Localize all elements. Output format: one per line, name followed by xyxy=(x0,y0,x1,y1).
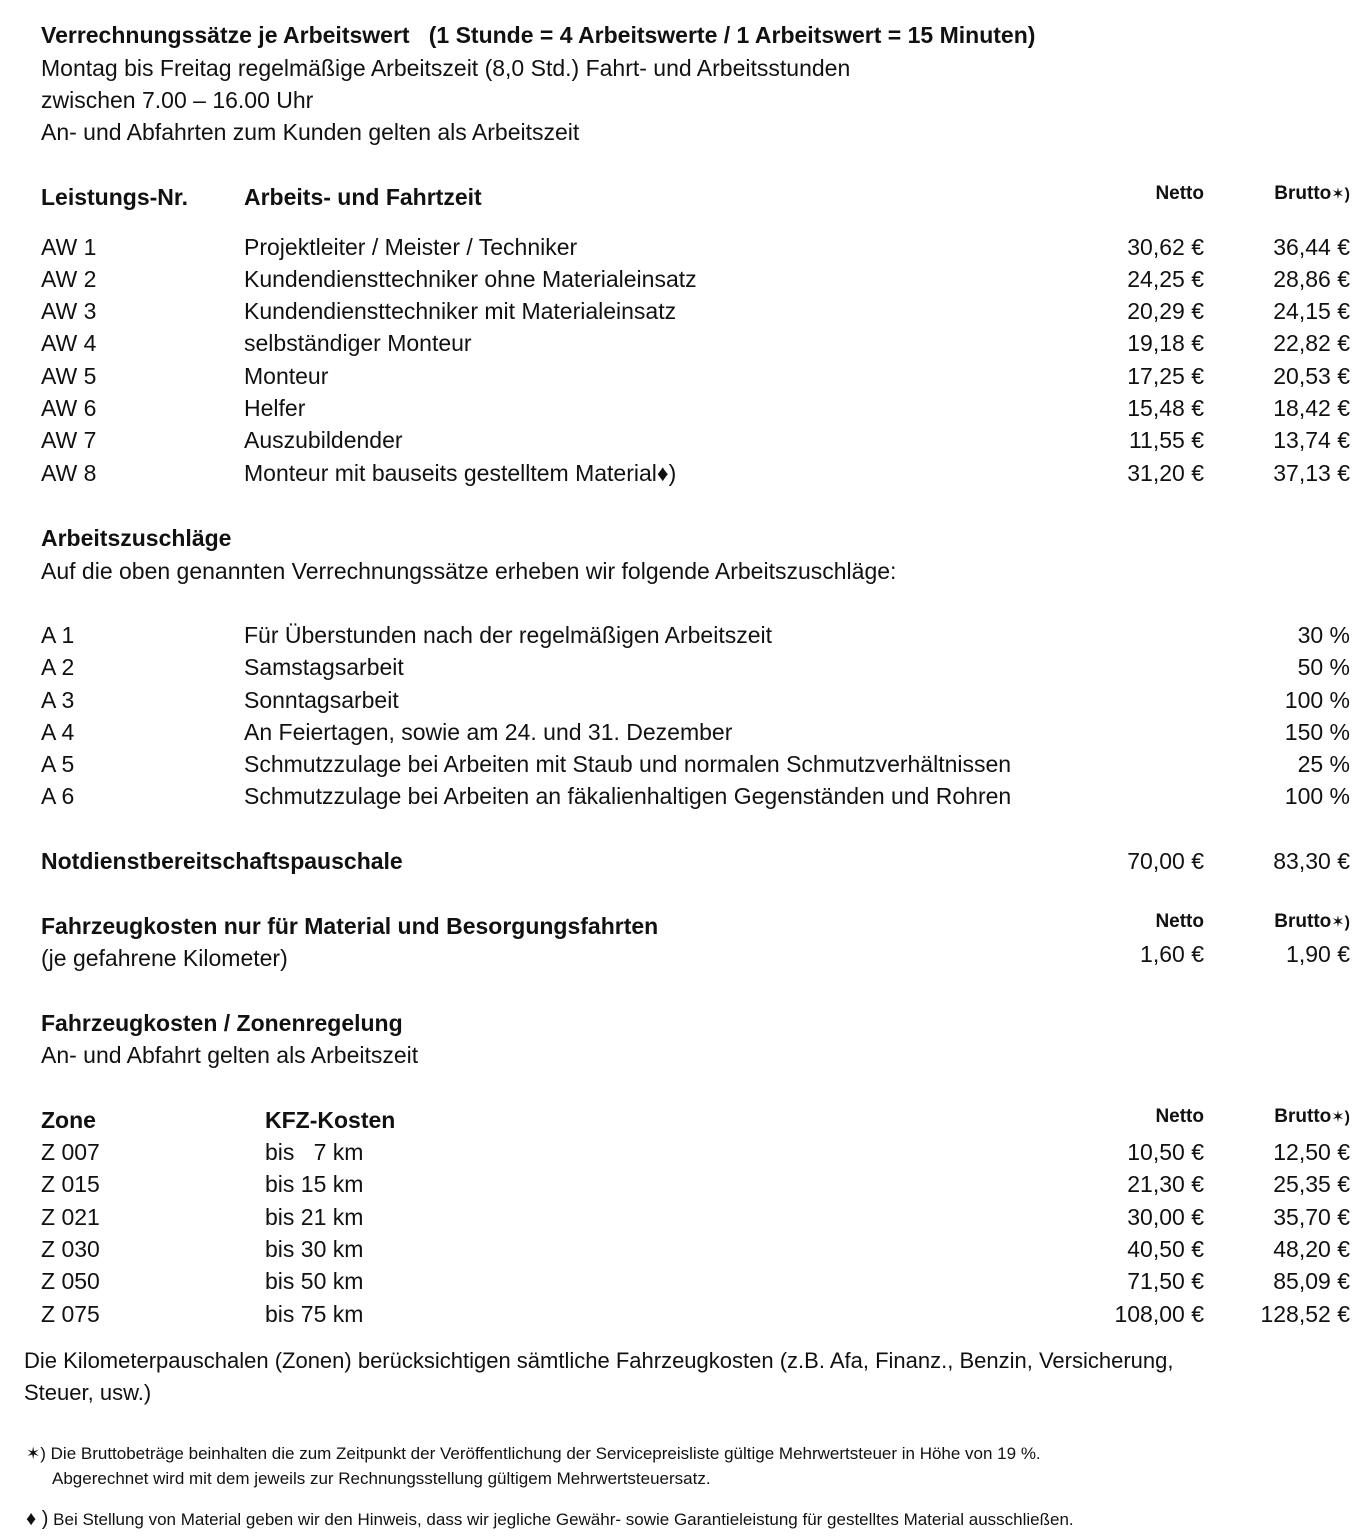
zuschlag-nr: A 5 xyxy=(41,751,75,777)
zuschlag-nr: A 1 xyxy=(41,622,75,648)
aw-brutto: 13,74 € xyxy=(1273,427,1350,453)
notdienst-netto: 70,00 € xyxy=(1127,848,1204,874)
notdienst-brutto: 83,30 € xyxy=(1273,848,1350,874)
aw-brutto: 20,53 € xyxy=(1273,363,1350,389)
zuschlag-desc: Für Überstunden nach der regelmäßigen Arbeitszeit xyxy=(244,622,773,648)
intro-line-1: Montag bis Freitag regelmäßige Arbeitszeit (8,0 Std.) Fahrt- und Arbeitsstunden xyxy=(41,55,851,81)
aw-desc: Auszubildender xyxy=(244,427,403,453)
col-header-kfz-kosten: KFZ-Kosten xyxy=(265,1107,396,1133)
footnote-star xyxy=(26,1442,1041,1466)
col-header-leistungs-nr: Leistungs-Nr. xyxy=(41,184,188,210)
col-header-netto: Netto xyxy=(1155,1106,1204,1127)
title-text: Verrechnungssätze je Arbeitswert xyxy=(41,22,410,48)
aw-brutto: 18,42 € xyxy=(1273,395,1350,421)
zuschlag-desc: An Feiertagen, sowie am 24. und 31. Dezember xyxy=(244,719,733,745)
aw-netto: 19,18 € xyxy=(1127,330,1204,356)
aw-brutto: 36,44 € xyxy=(1273,234,1350,260)
zone-code: Z 021 xyxy=(41,1204,100,1230)
aw-desc: Monteur xyxy=(244,363,329,389)
notdienst-label: Notdienstbereitschaftspauschale xyxy=(41,848,403,874)
aw-nr: AW 1 xyxy=(41,234,97,260)
zone-code: Z 015 xyxy=(41,1171,100,1197)
zuschlag-pct: 50 % xyxy=(1297,654,1350,680)
zuschlag-nr: A 6 xyxy=(41,783,75,809)
aw-netto: 24,25 € xyxy=(1127,266,1204,292)
zone-range: bis 75 km xyxy=(265,1301,364,1327)
footnote-star-line-1: Die Bruttobeträge beinhalten die zum Zeitpunkt der Veröffentlichung der Servicepreisliste gültige Mehrwertsteuer in Höhe von 19 %. xyxy=(50,1444,1041,1463)
zone-brutto: 128,52 € xyxy=(1260,1301,1350,1327)
zuschlag-pct: 150 % xyxy=(1284,719,1350,745)
pauschale-note-line-1: Die Kilometerpauschalen (Zonen) berücksichtigen sämtliche Fahrzeugkosten (z.B. Afa, Finanz., Benzin, Versicherung, xyxy=(24,1348,1174,1373)
pauschale-note-line-2: Steuer, usw.) xyxy=(24,1380,152,1405)
zuschlag-pct: 100 % xyxy=(1284,783,1350,809)
zone-brutto: 48,20 € xyxy=(1273,1236,1350,1262)
zuschlag-desc: Samstagsarbeit xyxy=(244,654,404,680)
zone-code: Z 075 xyxy=(41,1301,100,1327)
zone-range: bis 30 km xyxy=(265,1236,364,1262)
zone-range: bis 7 km xyxy=(265,1139,364,1165)
footnote-diamond-line: Bei Stellung von Material geben wir den Hinweis, dass wir jegliche Gewähr- sowie Garantieleistung für gestelltes Material ausschließen. xyxy=(53,1510,1074,1529)
brutto-star-mark: ✶) xyxy=(1331,186,1350,203)
aw-netto: 20,29 € xyxy=(1127,298,1204,324)
zuschlag-pct: 100 % xyxy=(1284,687,1350,713)
brutto-star-mark: ✶) xyxy=(1331,914,1350,931)
zuschlag-nr: A 4 xyxy=(41,719,75,745)
zone-range: bis 21 km xyxy=(265,1204,364,1230)
zone-netto: 108,00 € xyxy=(1114,1301,1204,1327)
zuschlaege-title: Arbeitszuschläge xyxy=(41,525,232,551)
col-header-netto: Netto xyxy=(1155,911,1204,932)
zone-brutto: 25,35 € xyxy=(1273,1171,1350,1197)
footnote-star-line-2: Abgerechnet wird mit dem jeweils zur Rechnungsstellung gültigem Mehrwertsteuersatz. xyxy=(52,1469,711,1488)
aw-desc: Kundendiensttechniker mit Materialeinsatz xyxy=(244,298,677,324)
zuschlag-pct: 30 % xyxy=(1297,622,1350,648)
zone-netto: 40,50 € xyxy=(1127,1236,1204,1262)
zonen-sub: An- und Abfahrt gelten als Arbeitszeit xyxy=(41,1042,419,1068)
zuschlag-nr: A 2 xyxy=(41,654,75,680)
zone-brutto: 12,50 € xyxy=(1273,1139,1350,1165)
aw-nr: AW 8 xyxy=(41,460,97,486)
aw-desc: Kundendiensttechniker ohne Materialeinsatz xyxy=(244,266,697,292)
intro-line-2: zwischen 7.00 – 16.00 Uhr xyxy=(41,87,314,113)
star-mark: ✶) xyxy=(26,1444,46,1463)
brutto-label: Brutto xyxy=(1274,183,1332,204)
aw-nr: AW 6 xyxy=(41,395,97,421)
zone-range: bis 15 km xyxy=(265,1171,364,1197)
aw-nr: AW 3 xyxy=(41,298,97,324)
aw-brutto: 22,82 € xyxy=(1273,330,1350,356)
zone-code: Z 030 xyxy=(41,1236,100,1262)
zuschlag-desc: Sonntagsarbeit xyxy=(244,687,399,713)
col-header-brutto xyxy=(1180,911,1350,933)
aw-brutto: 28,86 € xyxy=(1273,266,1350,292)
zone-code: Z 007 xyxy=(41,1139,100,1165)
zuschlag-nr: A 3 xyxy=(41,687,75,713)
aw-desc: Helfer xyxy=(244,395,306,421)
zone-netto: 71,50 € xyxy=(1127,1268,1204,1294)
fahrzeug-material-sub: (je gefahrene Kilometer) xyxy=(41,945,288,971)
intro-line-3: An- und Abfahrten zum Kunden gelten als Arbeitszeit xyxy=(41,119,580,145)
aw-netto: 31,20 € xyxy=(1127,460,1204,486)
aw-brutto: 37,13 € xyxy=(1273,460,1350,486)
aw-nr: AW 5 xyxy=(41,363,97,389)
zone-range: bis 50 km xyxy=(265,1268,364,1294)
zuschlag-desc: Schmutzzulage bei Arbeiten mit Staub und normalen Schmutzverhältnissen xyxy=(244,751,1012,777)
zone-netto: 10,50 € xyxy=(1127,1139,1204,1165)
zone-brutto: 35,70 € xyxy=(1273,1204,1350,1230)
fahrzeug-material-title: Fahrzeugkosten nur für Material und Besorgungsfahrten xyxy=(41,913,659,939)
zone-code: Z 050 xyxy=(41,1268,100,1294)
aw-netto: 30,62 € xyxy=(1127,234,1204,260)
zuschlag-pct: 25 % xyxy=(1297,751,1350,777)
aw-netto: 17,25 € xyxy=(1127,363,1204,389)
fahrzeug-material-brutto: 1,90 € xyxy=(1286,941,1350,967)
col-header-brutto xyxy=(1180,183,1350,205)
diamond-mark: ♦ ) xyxy=(26,1508,49,1530)
zone-netto: 21,30 € xyxy=(1127,1171,1204,1197)
col-header-netto: Netto xyxy=(1155,183,1204,204)
zone-brutto: 85,09 € xyxy=(1273,1268,1350,1294)
zone-netto: 30,00 € xyxy=(1127,1204,1204,1230)
col-header-brutto xyxy=(1180,1106,1350,1128)
brutto-label: Brutto xyxy=(1274,911,1332,932)
title-paren: (1 Stunde = 4 Arbeitswerte / 1 Arbeitswert = 15 Minuten) xyxy=(428,22,1036,48)
aw-nr: AW 2 xyxy=(41,266,97,292)
aw-desc: Projektleiter / Meister / Techniker xyxy=(244,234,578,260)
aw-brutto: 24,15 € xyxy=(1273,298,1350,324)
zuschlaege-subtitle: Auf die oben genannten Verrechnungssätze erheben wir folgende Arbeitszuschläge: xyxy=(41,558,897,584)
page-title xyxy=(41,19,1035,51)
zuschlag-desc: Schmutzzulage bei Arbeiten an fäkalienhaltigen Gegenständen und Rohren xyxy=(244,783,1012,809)
aw-desc: selbständiger Monteur xyxy=(244,330,472,356)
aw-netto: 11,55 € xyxy=(1128,427,1204,453)
col-header-arbeitszeit: Arbeits- und Fahrtzeit xyxy=(244,184,482,210)
aw-nr: AW 7 xyxy=(41,427,97,453)
aw-netto: 15,48 € xyxy=(1127,395,1204,421)
aw-desc: Monteur mit bauseits gestelltem Material♦) xyxy=(244,460,677,486)
aw-nr: AW 4 xyxy=(41,330,97,356)
fahrzeug-material-netto: 1,60 € xyxy=(1140,941,1204,967)
col-header-zone: Zone xyxy=(41,1107,96,1133)
zonen-title: Fahrzeugkosten / Zonenregelung xyxy=(41,1010,403,1036)
footnote-diamond xyxy=(26,1507,1074,1532)
brutto-label: Brutto xyxy=(1274,1106,1332,1127)
brutto-star-mark: ✶) xyxy=(1331,1109,1350,1126)
